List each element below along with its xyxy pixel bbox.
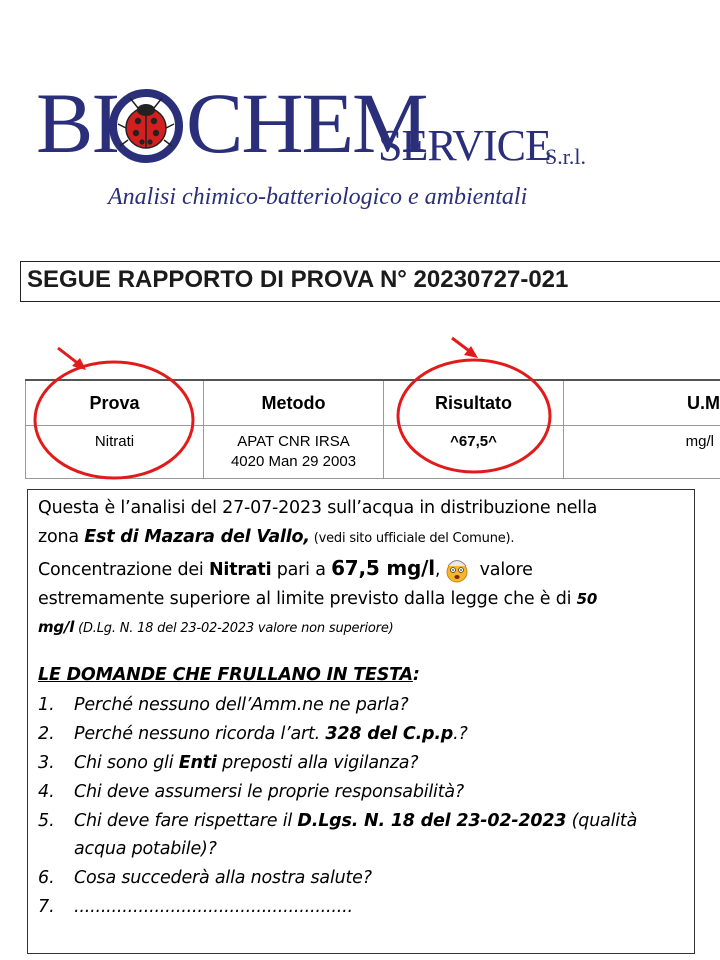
note-text: zona xyxy=(38,527,85,547)
question-number: 6. xyxy=(38,868,55,888)
cell-risultato: ^67,5^ xyxy=(384,426,564,479)
red-annotations xyxy=(0,330,720,490)
note-text: , xyxy=(434,560,441,580)
limit-unit: mg/l xyxy=(38,618,75,636)
note-text: valore xyxy=(474,560,533,580)
q-text: Chi deve fare rispettare il xyxy=(74,811,298,831)
company-logo xyxy=(30,75,630,220)
location-text: Est di Mazara del Vallo, xyxy=(84,527,310,547)
question-number: 2. xyxy=(38,724,55,744)
logo-text-service: SERVICE xyxy=(378,121,551,170)
circle-annotation-prova xyxy=(35,362,193,478)
questions-heading xyxy=(38,663,420,687)
note-text: estremamente superiore al limite previsto dalla legge che è di xyxy=(38,589,577,609)
note-line-2 xyxy=(38,525,514,551)
question-1: Perché nessuno dell’Amm.ne ne parla? xyxy=(74,695,409,715)
question-7: .................................................... xyxy=(74,897,353,917)
law-reference: (D.Lg. N. 18 del 23-02-2023 valore non superiore) xyxy=(74,621,394,636)
heading-colon: : xyxy=(412,665,420,685)
question-number: 1. xyxy=(38,695,55,715)
ladybug-logo-icon xyxy=(108,88,184,164)
note-line-1 xyxy=(38,496,597,520)
q-text: .? xyxy=(453,724,468,744)
header-risultato: Risultato xyxy=(384,380,564,426)
circle-annotation-risultato xyxy=(398,360,550,472)
question-5-cont: acqua potabile)? xyxy=(74,839,217,859)
question-4: Chi deve assumersi le proprie responsabilità? xyxy=(74,782,464,802)
note-line-3 xyxy=(38,556,533,583)
cell-metodo-line1: APAT CNR IRSA xyxy=(237,433,350,450)
q-text: (qualità xyxy=(566,811,638,831)
question-3 xyxy=(74,751,418,775)
report-title: SEGUE RAPPORTO DI PROVA N° 20230727-021 xyxy=(27,266,569,293)
note-text: Questa è l’analisi del 27-07-2023 sull’acqua in distribuzione nella xyxy=(38,498,598,518)
q-text-bold: D.Lgs. N. 18 del 23-02-2023 xyxy=(297,811,567,831)
q-text-bold: 328 del C.p.p xyxy=(325,724,454,744)
question-number: 7. xyxy=(38,897,55,917)
question-2 xyxy=(74,722,468,746)
question-6: Cosa succederà alla nostra salute? xyxy=(74,868,372,888)
note-line-4 xyxy=(38,587,597,611)
cell-metodo-line2: 4020 Man 29 2003 xyxy=(230,453,357,470)
note-line-5 xyxy=(38,615,394,641)
heading-text: LE DOMANDE CHE FRULLANO IN TESTA xyxy=(38,665,413,685)
logo-text-chem: CHEM xyxy=(186,75,427,171)
cell-prova: Nitrati xyxy=(26,426,204,479)
header-metodo: Metodo xyxy=(204,380,384,426)
concentration-value: 67,5 mg/l xyxy=(331,556,435,580)
cell-um: mg/l xyxy=(564,426,720,479)
note-text: Concentrazione dei xyxy=(38,560,209,580)
q-text: Perché nessuno ricorda l’art. xyxy=(74,724,326,744)
header-prova: Prova xyxy=(26,380,204,426)
q-text: Chi sono gli xyxy=(74,753,179,773)
commentary-box xyxy=(27,489,695,954)
arrow-icon-risultato xyxy=(452,338,478,358)
question-number: 5. xyxy=(38,811,55,831)
note-text: (vedi sito ufficiale del Comune). xyxy=(309,531,515,546)
question-number: 4. xyxy=(38,782,55,802)
logo-text-srl: S.r.l. xyxy=(545,144,586,169)
limit-value: 50 xyxy=(576,590,598,608)
logo-tagline: Analisi chimico-batteriologico e ambientali xyxy=(108,184,528,210)
logo-text-bi: BI xyxy=(36,75,118,171)
q-text: preposti alla vigilanza? xyxy=(216,753,419,773)
header-um: U.M xyxy=(564,380,720,426)
report-title-box xyxy=(20,261,720,302)
question-5 xyxy=(74,809,637,833)
question-number: 3. xyxy=(38,753,55,773)
q-text-bold: Enti xyxy=(178,753,217,773)
note-text: pari a xyxy=(271,560,332,580)
shocked-emoji-icon xyxy=(444,557,470,583)
nitrati-text: Nitrati xyxy=(208,560,272,580)
